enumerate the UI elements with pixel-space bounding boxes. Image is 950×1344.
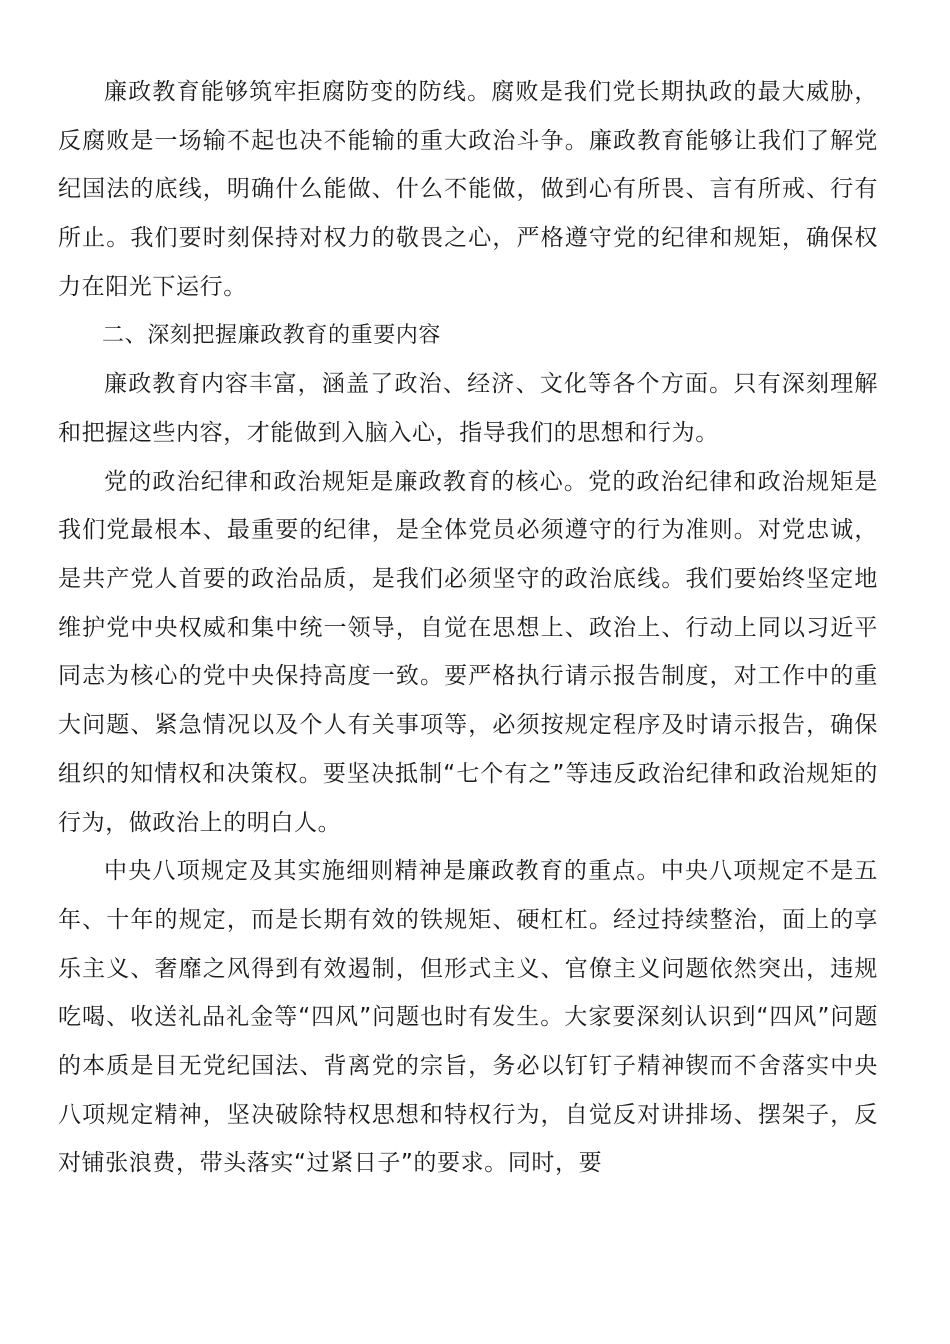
paragraph-content-overview: 廉政教育内容丰富，涵盖了政治、经济、文化等各个方面。只有深刻理解和把握这些内容，才能做到入脑入心，指导我们的思想和行为。 bbox=[58, 371, 878, 446]
document-body bbox=[58, 68, 878, 1188]
paragraph-anti-corruption-defense: 廉政教育能够筑牢拒腐防变的防线。腐败是我们党长期执政的最大威胁，反腐败是一场输不起也决不能输的重大政治斗争。廉政教育能够让我们了解党纪国法的底线，明确什么能做、什么不能做，做到心有所畏、言有所戒、行有所止。我们要时刻保持对权力的敬畏之心，严格遵守党的纪律和规矩，确保权力在阳光下运行。 bbox=[58, 79, 878, 300]
section-heading-two: 二、深刻把握廉政教育的重要内容 bbox=[102, 322, 442, 348]
paragraph-political-discipline: 党的政治纪律和政治规矩是廉政教育的核心。党的政治纪律和政治规矩是我们党最根本、最重要的纪律，是全体党员必须遵守的行为准则。对党忠诚，是共产党人首要的政治品质，是我们必须坚守的政治底线。我们要始终坚定地维护党中央权威和集中统一领导，自觉在思想上、政治上、行动上同以习近平同志为核心的党中央保持高度一致。要严格执行请示报告制度，对工作中的重大问题、紧急情况以及个人有关事项等，必须按规定程序及时请示报告，确保组织的知情权和决策权。要坚决抵制“七个有之”等违反政治纪律和政治规矩的行为，做政治上的明白人。 bbox=[58, 468, 878, 836]
paragraph-eight-regulations: 中央八项规定及其实施细则精神是廉政教育的重点。中央八项规定不是五年、十年的规定，而是长期有效的铁规矩、硬杠杠。经过持续整治，面上的享乐主义、奢靡之风得到有效遏制，但形式主义、官僚主义问题依然突出，违规吃喝、收送礼品礼金等“四风”问题也时有发生。大家要深刻认识到“四风”问题的本质是目无党纪国法、背离党的宗旨，务必以钉钉子精神锲而不舍落实中央八项规定精神，坚决破除特权思想和特权行为，自觉反对讲排场、摆架子，反对铺张浪费，带头落实“过紧日子”的要求。同时，要 bbox=[58, 858, 878, 1177]
